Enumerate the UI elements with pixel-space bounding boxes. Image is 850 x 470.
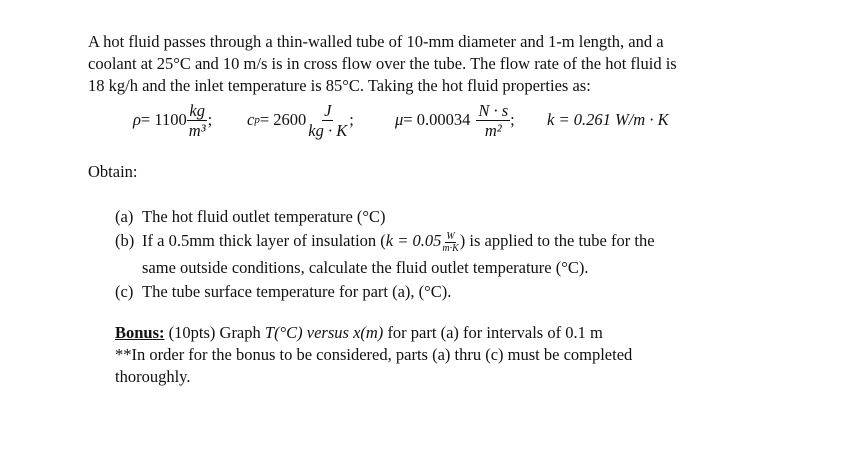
specific-heat-subscript: p	[254, 114, 260, 126]
fluid-properties-equation	[133, 92, 793, 148]
unit-numerator: W	[446, 230, 455, 242]
bonus-math: T(°C) versus x(m)	[264, 323, 384, 342]
insulation-conductivity: k = 0.05	[385, 231, 442, 250]
bonus-label: Bonus:	[115, 323, 165, 342]
separator: ;	[349, 110, 354, 129]
part-c	[115, 281, 765, 303]
viscosity-unit-numerator: N · s	[478, 100, 509, 120]
part-b-continuation: same outside conditions, calculate the fluid outlet temperature (°C).	[142, 257, 589, 277]
bonus-note: thoroughly.	[115, 367, 191, 386]
intro-line: 18 kg/h and the inlet temperature is 85°C. Taking the hot fluid properties as:	[88, 76, 591, 95]
bonus-line	[115, 322, 755, 344]
insulation-conductivity-unit	[442, 231, 458, 254]
part-label: (a)	[115, 207, 134, 226]
part-text: If a 0.5mm thick layer of insulation (	[142, 231, 386, 250]
specific-heat-unit-denominator: kg · K	[308, 120, 348, 140]
part-label: (c)	[115, 281, 134, 301]
part-label: (b)	[115, 231, 135, 250]
specific-heat-symbol: c	[247, 110, 255, 129]
viscosity-symbol: μ	[395, 110, 404, 129]
bonus-text: (10pts) Graph	[164, 323, 265, 342]
part-a	[115, 206, 765, 228]
separator: ;	[207, 110, 213, 129]
density-unit-numerator: kg	[189, 100, 205, 120]
part-text: ) is applied to the tube for the	[459, 231, 655, 250]
bonus-note: **In order for the bonus to be considered, parts (a) thru (c) must be completed	[115, 345, 633, 364]
density-unit-denominator: m³	[188, 120, 206, 140]
bonus-section	[115, 322, 755, 388]
conductivity-value: k = 0.261 W/m · K	[547, 110, 669, 129]
part-text: The tube surface temperature for part (a), (°C).	[142, 281, 452, 301]
separator: ;	[510, 110, 515, 129]
specific-heat-value: = 2600	[259, 110, 307, 129]
density-value: = 1100	[140, 110, 187, 129]
viscosity-unit	[476, 101, 510, 140]
specific-heat-unit-numerator: J	[324, 100, 332, 120]
conductivity-property	[547, 92, 669, 148]
density-symbol: ρ	[133, 110, 141, 129]
problem-statement	[88, 31, 778, 97]
part-b	[115, 230, 765, 254]
intro-line: A hot fluid passes through a thin-walled tube of 10-mm diameter and 1-m length, and a	[88, 32, 664, 51]
obtain-heading: Obtain:	[88, 162, 138, 181]
part-text: The hot fluid outlet temperature (°C)	[142, 207, 386, 226]
specific-heat-property	[247, 92, 354, 148]
viscosity-property	[395, 92, 515, 148]
specific-heat-unit	[306, 101, 349, 140]
bonus-text: for part (a) for intervals of 0.1 m	[383, 323, 603, 342]
viscosity-value: = 0.00034	[403, 110, 471, 129]
viscosity-unit-denominator: m²	[484, 120, 502, 140]
density-unit	[187, 101, 208, 140]
intro-line: coolant at 25°C and 10 m/s is in cross flow over the tube. The flow rate of the hot fluid is	[88, 54, 677, 73]
density-property	[133, 92, 212, 148]
unit-denominator: m·K	[442, 242, 459, 254]
question-parts	[115, 206, 765, 303]
